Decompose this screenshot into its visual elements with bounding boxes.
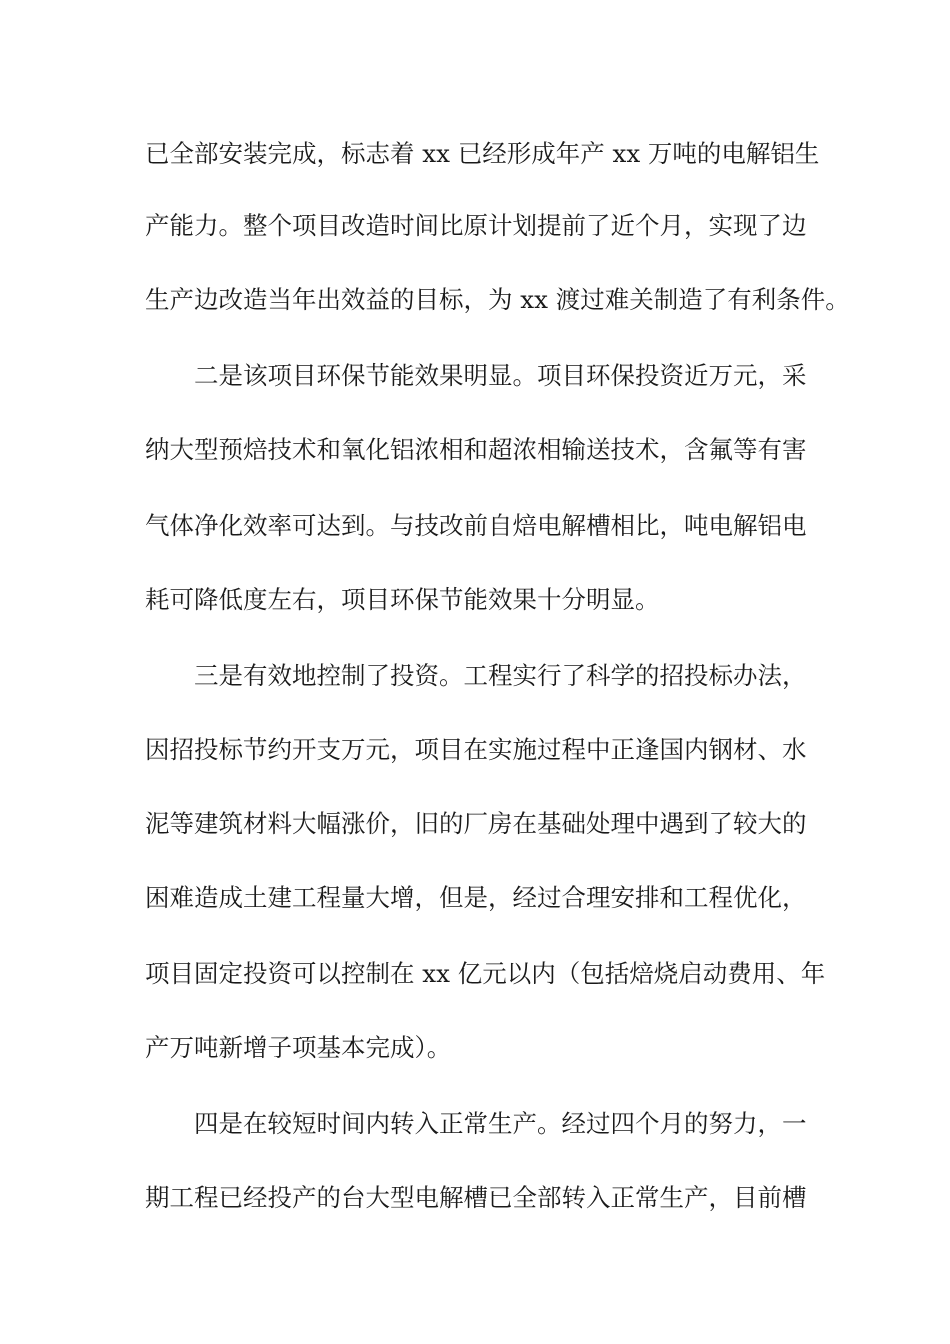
text-line: 生产边改造当年出效益的目标，为 xx 渡过难关制造了有利条件。 <box>145 285 850 314</box>
paragraph-start-line: 三是有效地控制了投资。工程实行了科学的招投标办法， <box>194 661 807 690</box>
text-line: 产能力。整个项目改造时间比原计划提前了近个月，实现了边 <box>145 211 807 240</box>
text-line: 耗可降低度左右，项目环保节能效果十分明显。 <box>145 585 660 614</box>
text-line: 困难造成土建工程量大增，但是，经过合理安排和工程优化， <box>145 883 807 912</box>
text-line: 因招投标节约开支万元，项目在实施过程中正逢国内钢材、水 <box>145 735 807 764</box>
text-line: 泥等建筑材料大幅涨价，旧的厂房在基础处理中遇到了较大的 <box>145 809 807 838</box>
text-line: 已全部安装完成，标志着 xx 已经形成年产 xx 万吨的电解铝生 <box>145 139 820 168</box>
paragraph-start-line: 四是在较短时间内转入正常生产。经过四个月的努力，一 <box>194 1109 807 1138</box>
text-line: 气体净化效率可达到。与技改前自焙电解槽相比，吨电解铝电 <box>145 511 807 540</box>
text-line: 产万吨新增子项基本完成）。 <box>145 1033 452 1062</box>
text-line: 纳大型预焙技术和氧化铝浓相和超浓相输送技术，含氟等有害 <box>145 435 807 464</box>
text-line: 项目固定投资可以控制在 xx 亿元以内（包括焙烧启动费用、年 <box>145 959 826 988</box>
text-line: 期工程已经投产的台大型电解槽已全部转入正常生产，目前槽 <box>145 1183 807 1212</box>
paragraph-start-line: 二是该项目环保节能效果明显。项目环保投资近万元，采 <box>194 361 807 390</box>
